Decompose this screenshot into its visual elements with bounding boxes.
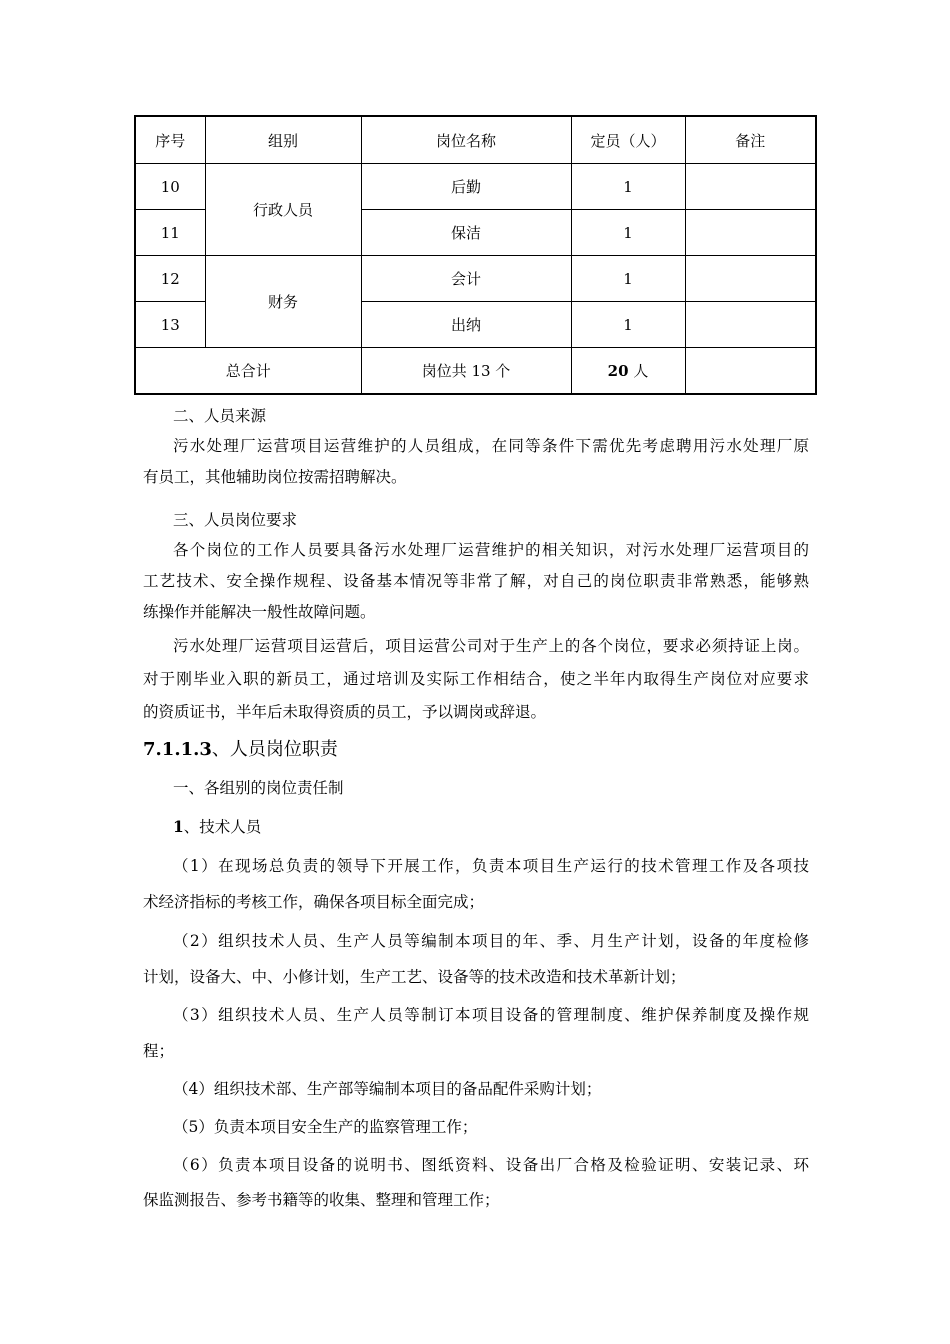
subsection-tech-staff (173, 817, 261, 837)
list-item-line: 计划，设备大、中、小修计划，生产工艺、设备等的技术改造和技术革新计划； (143, 968, 686, 986)
total-posts: 岗位共 13 个 (361, 348, 571, 395)
header-cell-post: 岗位名称 (361, 116, 571, 164)
table-row (135, 164, 816, 210)
header-cell-no: 序号 (135, 116, 205, 164)
list-item-line: （2）组织技术人员、生产人员等编制本项目的年、季、月生产计划，设备的年度检修 (173, 932, 809, 950)
list-item-line: （6）负责本项目设备的说明书、图纸资料、设备出厂合格及检验证明、安装记录、环 (173, 1156, 809, 1174)
table-total-row (135, 348, 816, 395)
paragraph-line: 练操作并能解决一般性故障问题。 (143, 603, 376, 621)
cell-no: 10 (135, 164, 205, 210)
list-item-line: （5）负责本项目安全生产的监察管理工作； (173, 1118, 478, 1136)
total-note (685, 348, 816, 395)
cell-post: 会计 (361, 256, 571, 302)
list-item-line: 保监测报告、参考书籍等的收集、整理和管理工作； (143, 1191, 500, 1209)
total-count-number: 20 (607, 362, 629, 380)
cell-no: 11 (135, 210, 205, 256)
cell-note (685, 302, 816, 348)
paragraph-line: 有员工，其他辅助岗位按需招聘解决。 (143, 468, 407, 486)
header-cell-group: 组别 (205, 116, 361, 164)
paragraph-line: 的资质证书，半年后未取得资质的员工，予以调岗或辞退。 (143, 703, 547, 721)
paragraph-line: 工艺技术、安全操作规程、设备基本情况等非常了解，对自己的岗位职责非常熟悉，能够熟 (143, 572, 809, 590)
cell-note (685, 210, 816, 256)
cell-count: 1 (571, 164, 685, 210)
paragraph-line: 对于刚毕业入职的新员工，通过培训及实际工作相结合，使之半年内取得生产岗位对应要求 (143, 670, 809, 688)
header-cell-note: 备注 (685, 116, 816, 164)
list-item-line: 程； (143, 1042, 175, 1060)
heading-7-1-1-3 (143, 738, 338, 762)
cell-post: 保洁 (361, 210, 571, 256)
subsection-title: 一、各组别的岗位责任制 (173, 779, 344, 797)
total-count-unit: 人 (633, 362, 649, 380)
cell-no: 13 (135, 302, 205, 348)
staffing-table (134, 115, 817, 395)
cell-group: 财务 (205, 256, 361, 348)
cell-count: 1 (571, 302, 685, 348)
cell-count: 1 (571, 256, 685, 302)
cell-post: 出纳 (361, 302, 571, 348)
list-item-line: （3）组织技术人员、生产人员等制订本项目设备的管理制度、维护保养制度及操作规 (173, 1006, 809, 1024)
list-item-line: （4）组织技术部、生产部等编制本项目的备品配件采购计划； (173, 1080, 602, 1098)
cell-no: 12 (135, 256, 205, 302)
heading-number: 7.1.1.3 (143, 739, 212, 760)
paragraph-line: 各个岗位的工作人员要具备污水处理厂运营维护的相关知识，对污水处理厂运营项目的 (173, 541, 809, 559)
list-item-line: 术经济指标的考核工作，确保各项目标全面完成； (143, 893, 485, 911)
list-item-line: （1）在现场总负责的领导下开展工作，负责本项目生产运行的技术管理工作及各项技 (173, 857, 809, 875)
tech-number: 1 (173, 817, 184, 836)
tech-text: 、技术人员 (183, 818, 262, 836)
cell-group: 行政人员 (205, 164, 361, 256)
header-cell-count: 定员（人） (571, 116, 685, 164)
table-row (135, 256, 816, 302)
paragraph-line: 污水处理厂运营项目运营后，项目运营公司对于生产上的各个岗位，要求必须持证上岗。 (173, 637, 809, 655)
paragraph-line: 污水处理厂运营项目运营维护的人员组成，在同等条件下需优先考虑聘用污水处理厂原 (173, 437, 809, 455)
section-title-personnel-source: 二、人员来源 (173, 407, 267, 425)
cell-post: 后勤 (361, 164, 571, 210)
cell-note (685, 256, 816, 302)
table-header-row (135, 116, 816, 164)
total-label: 总合计 (135, 348, 361, 395)
cell-note (685, 164, 816, 210)
total-count (571, 348, 685, 395)
heading-text: 、人员岗位职责 (211, 739, 338, 760)
section-title-post-requirements: 三、人员岗位要求 (173, 511, 298, 529)
cell-count: 1 (571, 210, 685, 256)
